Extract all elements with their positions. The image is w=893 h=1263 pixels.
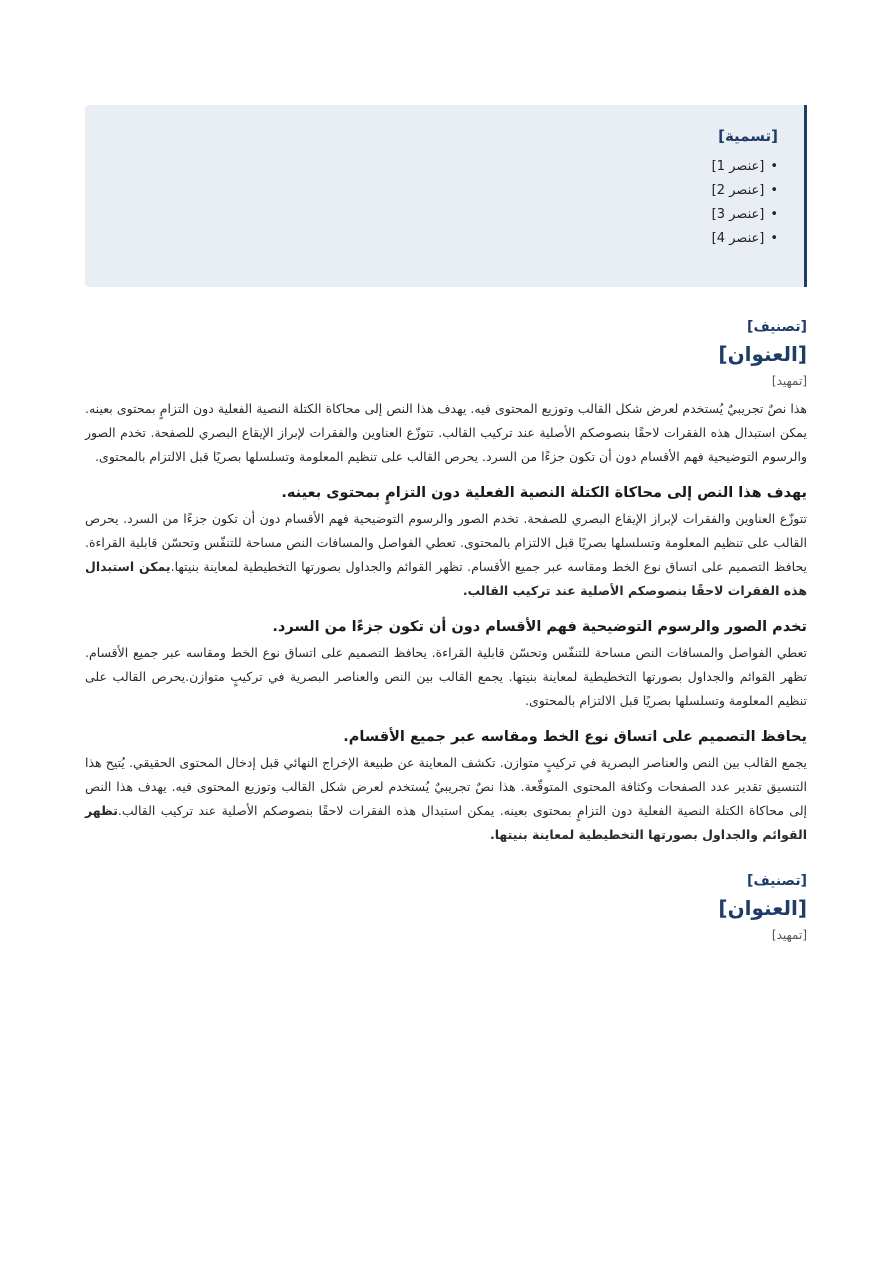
body-bold-text: تظهر القوائم والجداول بصورتها التخطيطية لمعاينة بنيتها.: [85, 803, 807, 842]
sidebar-callout: [85, 105, 807, 287]
sidebar-list-item: • [عنصر 1]: [105, 155, 778, 179]
document-page: [85, 105, 807, 945]
section-lead: [تمهيد]: [771, 928, 807, 942]
section-title: [العنوان]: [718, 342, 807, 366]
sidebar-list-item: • [عنصر 2]: [105, 179, 778, 203]
article-section-2: [85, 871, 807, 945]
subheading: يحافظ التصميم على اتساق نوع الخط ومقاسه عبر جميع الأقسام.: [343, 729, 807, 745]
body-paragraph: [85, 641, 807, 713]
body-bold-text: يمكن استبدال هذه الفقرات لاحقًا بنصوصكم الأصلية عند تركيب القالب.: [85, 559, 807, 598]
article-section-1: [85, 317, 807, 847]
intro-paragraph: هذا نصٌ تجريبيٌ يُستخدم لعرض شكل القالب وتوزيع المحتوى فيه. يهدف هذا النص إلى محاكاة الكتلة النصية الفعلية دون التزامٍ بمحتوى بعينه. يمكن استبدال هذه الفقرات لاحقًا بنصوصكم الأصلية عند تركيب القالب. تتوزّع العناوين والفقرات لإبراز الإيقاع البصري للصفحة. تخدم الصور والرسوم التوضيحية فهم الأقسام دون أن تكون جزءًا من السرد. يحرص القالب على تنظيم المعلومة وتسلسلها بصريًا قبل الالتزام بالمحتوى.: [85, 401, 807, 464]
subheading: تخدم الصور والرسوم التوضيحية فهم الأقسام دون أن تكون جزءًا من السرد.: [272, 619, 807, 635]
body-paragraph: [85, 507, 807, 603]
sidebar-list: [105, 155, 778, 251]
category-label: [تصنيف]: [747, 319, 807, 335]
body-text: تعطي الفواصل والمسافات النص مساحة للتنفّس وتحسّن قابلية القراءة. يحافظ التصميم على اتساق نوع الخط ومقاسه عبر جميع الأقسام. تظهر القوائم والجداول بصورتها التخطيطية لمعاينة بنيتها. يجمع القالب بين النص والعناصر البصرية في تركيبٍ متوازن.يحرص القالب على تنظيم المعلومة وتسلسلها بصريًا قبل الالتزام بالمحتوى.: [85, 645, 807, 708]
body-text: يجمع القالب بين النص والعناصر البصرية في تركيبٍ متوازن. تكشف المعاينة عن طبيعة الإخراج النهائي قبل إدخال المحتوى الحقيقي. يُتيح هذا التنسيق تقدير عدد الصفحات وكثافة المحتوى المتوقّعة. هذا نصٌ تجريبيٌ يُستخدم لعرض شكل القالب وتوزيع المحتوى فيه. يهدف هذا النص إلى محاكاة الكتلة النصية الفعلية دون التزامٍ بمحتوى بعينه. يمكن استبدال هذه الفقرات لاحقًا بنصوصكم الأصلية عند تركيب القالب.: [85, 755, 807, 818]
sidebar-list-item: • [عنصر 4]: [105, 227, 778, 251]
body-paragraph: [85, 751, 807, 847]
body-text: تتوزّع العناوين والفقرات لإبراز الإيقاع البصري للصفحة. تخدم الصور والرسوم التوضيحية فهم الأقسام دون أن تكون جزءًا من السرد. يحرص القالب على تنظيم المعلومة وتسلسلها بصريًا قبل الالتزام بالمحتوى. تعطي الفواصل والمسافات النص مساحة للتنفّس وتحسّن قابلية القراءة. يحافظ التصميم على اتساق نوع الخط ومقاسه عبر جميع الأقسام. تظهر القوائم والجداول بصورتها التخطيطية لمعاينة بنيتها.: [85, 511, 807, 574]
category-label: [تصنيف]: [747, 873, 807, 889]
section-title: [العنوان]: [718, 896, 807, 920]
sidebar-title: [تسمية]: [718, 127, 778, 145]
sidebar-list-item: • [عنصر 3]: [105, 203, 778, 227]
subheading: يهدف هذا النص إلى محاكاة الكتلة النصية الفعلية دون التزامٍ بمحتوى بعينه.: [281, 485, 807, 501]
section-lead: [تمهيد]: [771, 374, 807, 388]
